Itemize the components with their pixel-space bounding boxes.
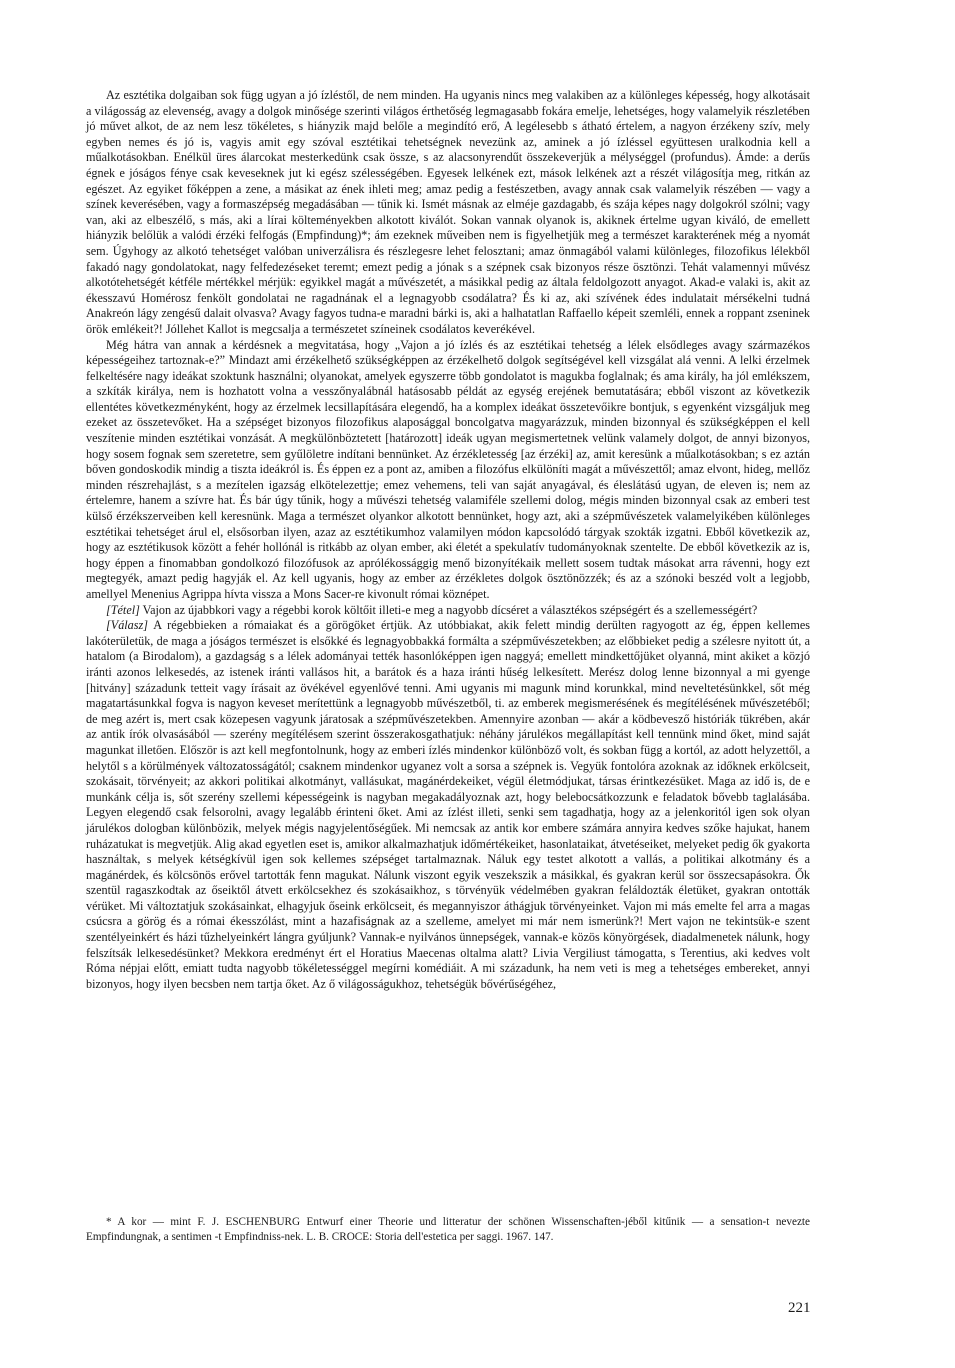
answer-label: [Válasz]	[106, 618, 148, 633]
page-body	[86, 88, 810, 992]
thesis-text: Vajon az újabbkori vagy a régebbi korok költőit illeti-e meg a nagyobb dícséret a választékos szépségért és a szellemességért?	[139, 602, 758, 617]
paragraph-1: Az esztétika dolgaiban sok függ ugyan a jó ízléstől, de nem minden. Ha ugyanis nincs meg valakiben az a különleges képesség, hogy alkotásait a világosság az elevenség, avagy a dolgok minősége szerinti világos érthetőség legmagasabb fokára emelje, lehetséges, hogy valamelyik részletében jó művet alkot, de az nem lesz tökéletes, s hiányzik majd belőle a megindító erő, A legélesebb s átható értelem, a nagyon érzékeny szív, mely egyben nemes és jó is, vagyis amit egy szóval esztétikai tehetségnek nevezünk az, aminek a jó ízléssel együttesen uralkodnia kell a műalkotásokban. Enélkül üres álarcokat mesterkedünk csak össze, s az alacsonyrendűt összekeverjük a mélységgel (profundus). Ámde: a derűs égnek e jóságos fénye csak keveseknek jut ki egész szélességében. Egyesek lelkének ezt, mások lelkének azt a részét világosítja meg, ritkán az egészet. Az egyiket főképpen a zene, a másikat az ének ihleti meg; amaz pedig a festészetben, avagy annak csak valamelyik részében — vagy a színek keverésében, vagy a formaszépség megadásában — tűnik ki. Ismét másnak az elméje gazdagabb, és szája képes nagy dolgokról szólni; vagy van, aki az elbeszélő, s más, aki a lírai költeményekben alkotott kiválót. Sokan vannak olyanok is, akiknek értelme ugyan kiváló, de emellett hiányzik belőlük a valódi érzéki felfogás (Empfindung)*; ám ezeknek műveiben nem is figyelhetjük meg a természet karakterének még a nyomát sem. Úgyhogy az alkotó tehetséget valóban univerzálisra és részlegesre lehet felosztani; amaz önmagából valami különleges, filozofikus lélekből fakadó nagy gondolatokat, nagy felfedezéseket teremt; emezt pedig a jónak s a szépnek csak bizonyos része ösztönzi. Tehát valamennyi művész alkotótehetségét kétféle mértékkel mérjük: egyikkel magát a művészetét, a másikkal pedig az általa feldolgozott anyagot. Akad-e valaki is, akit az ékesszavú Homérosz fenkölt gondolatai ne ragadnának el a legnagyobb csodálatra? És ki az, aki szívének édes indulatait mérsékelni tudná Anakreón lágy zengésű dalait olvasva? Avagy fagyos tudna-e maradni bárki is, aki a halhatatlan Raffaello képeit szemléli, ennek a roppant zseninek örök emlékeit?! Jóllehet Kallot is megcsalja a természetet színeinek csodálatos keverékével.	[86, 88, 810, 336]
paragraph-4	[86, 618, 810, 992]
thesis-label: [Tétel]	[106, 602, 140, 617]
body-text	[86, 88, 810, 992]
answer-text: A régebbieken a rómaiakat és a görögöket értjük. Az utóbbiakat, akik felett mindig derülten ragyogott az ég, éppen kellemes lakóterületük, de maga a jóságos természet is elsőkké és legnagyobbakká formálta a szépművészetekben; az előbbieket pedig a szélesre nyitott út, a hatalom (a Birodalom), a gazdagság s a lélek adományai tették hasonlóképpen igen naggyá; emellett mindkettőjüket olyanná, mint akiket a közjó iránti azonos lelkesedés, az istenek iránti vallásos hit, a barátok és a haza iránti hűség lelkesített. Merész dolog lenne bizonnyal a mi gyenge [hitvány] századunk tetteit vagy írásait az övékével egyenlővé tenni. Ami ugyanis mi magunk mind korunkkal, mind neveltetésünkkel, sőt még magatartásunkkal fogva is nagyon keveset merítettünk a legnagyobb művészetből, ti. az emberek megismerésének és megítélésének művészetéből; de meg azért is, mert csak közepesen vagyunk járatosak a szépművészetekben. Amennyire azonban — akár a ködbevesző históriák tükrében, akár az antik írók olvasásából — szerény megítélésem szerint összerakosgathatjuk: néhány járulékos megállapítást kell tennünk mind őket, mind saját magunkat illetően. Először is azt kell megfontolnunk, hogy az emberi ízlés mindenkor különböző volt, és sokban függ a kortól, az adott helyzettől, a helytől s a körülmények változatosságától; csaknem mindenkor ugyanez volt a sorsa a szépnek is. Vegyük fontolóra azoknak az időknek erkölcseit, szokásait, törvényeit; az akkori politikai alkotmányt, vallásukat, magánérdekeiket, végül életmódjukat, társas érintkezésüket. Maga az idő is, de e munkánk célja is, sőt szerény szellemi képességeink is nagyban megakadályoznak azt, hogy belebocsátkozzunk e feladatok bővebb taglalásába. Legyen elegendő csak felsorolni, avagy legalább érinteni őket. Ami az ízlést illeti, senki sem tagadhatja, hogy az a jelenkoritól igen sok olyan járulékos dologban különbözik, melyek mégis nagyjelentőségűek. Mi nemcsak az antik kor embere számára annyira kedves szőke hajukat, hanem ruházatukat is megvetjük. Alig akad egyetlen eset is, amikor alkalmazhatjuk időmértékeiket, hasonlataikat, átvetéseiket, melyeket pedig ők gyakorta használtak, s melyek kétségkívül igen sok kellemes szépséget tartalmaznak. Náluk egy testet alkotott a vallás, a politikai alkotmány és a magánérdek, és kölcsönös erővel tartották fenn magukat. Nálunk viszont egyik veszekszik a másikkal, és gyakran kerül sor összecsapásokra. Ők szentül ragaszkodtak az őseiktől átvett erkölcsekhez és szokásaikhoz, s törvényük védelmében gyakran feláldozták életüket, gyakran ontották vérüket. Mi változtatjuk szokásainkat, elhagyjuk őseink erkölcseit, és megannyiszor áthágjuk törvényeinket. Vajon mi más emelte fel arra a magas csúcsra a görög és a római ékesszólást, mint a hazafiságnak az a szelleme, amelyet mi már nem ismerünk?! Mert vajon ne tekintsük-e szent szentélyeinkért és házi tűzhelyeinkért lángra gyúljunk? Vannak-e nyilvános ünnepségek, vannak-e közös könyörgések, diadalmenetek nálunk, hogy felszítsák lelkesedésünket? Mekkora eredményt ért el Horatius Maecenas oltalma alatt? Livia Vergiliust támogatta, s Terentius, aki kedves volt Róma népjai előtt, emiatt tudta nagyobb tökéletességgel megírni komédiáit. A mi századunk, ha nem veti is meg a tehetséges embereket, annyi bizonyos, hogy ilyen becsben nem tartja őket. Az ő világosságukhoz, tehetségük bővérűségéhez,	[86, 618, 810, 991]
page-number: 221	[788, 1300, 811, 1316]
paragraph-2: Még hátra van annak a kérdésnek a megvitatása, hogy „Vajon a jó ízlés és az esztétikai tehetség a lélek elsődleges avagy származékos képességeihez tartoznak-e?” Mindazt ami érzékelhető szükségképpen az érzékelhető dolgok segítségével kell vizsgálat alá venni. A lelki érzelmek felkeltésére nagy ideákat szoktunk használni; olyanokat, amelyek egyszerre több gondolatot is magukba foglalnak; és ama király, ha jól emlékszem, a szkíták királya, nem is hozhatott volna a vesszőnyalábnál hatásosabb példát az egység erejének bemutatására; ebből viszont az következik ellentétes következményként, hogy az érzelmek lecsillapítására elegendő, ha a komplex ideákat összetevőikre bontjuk, s egyenként vizsgáljuk meg ezeket az összetevőket. Ha a szépséget bizonyos filozofikus alaposággal boncolgatva magyarázzuk, minden bizonnyal és szükségképpen el kell veszítenie minden esztétikai vonzását. A megkülönböztetett [határozott] ideák ugyan megismertetnek velünk valamely dolgot, de annyi bizonyos, hogy sosem fognak sem szeretetre, sem gyűlöletre indítani bennünket. Az érzékletesség [az érzéki] az, amit keresünk a műalkotásokban; s ez aztán bőven gondoskodik mindig a tiszta ideákról is. És éppen ez a pont az, amiben a filozófus elkülöníti magát a művészettől; amaz elvont, hideg, mellőz minden részrehajlást, s a mezítelen igazság elkötelezettje; emez vehemens, teli van saját anyagával, és éleslátású ugyan, de eleven is; nem az értelemre, hanem a szívre hat. És bár úgy tűnik, hogy a művészi tehetség valamiféle szellemi dolog, mégis minden bizonnyal csak az emberi test külső érzékszerveiben kell keresnünk. Maga a természet olyankor alkotott bennünket, hogy azt, aki a szépművészetek valamelyikében különleges esztétikai tehetséget árul el, elsősorban ilyen, azaz az esztétikumhoz valamilyen módon kapcsolódó tárgyak szokták izgatni. Ebből következik az, hogy az esztétikusok között a fehér hollónál is ritkább az olyan ember, aki életét a spekulatív tudományoknak szentelte. De ebből következik az is, hogy éppen a finomabban gondolkozó filozófusok az aprólékossággig menő bizonyítékaik mellett sosem tudtak másokat arra rávenni, hogy ezt megtegyék, amazt pedig hagyják el. Az kell ugyanis, hogy az ember az érzékletes dolgok ösztönözzék; és az a szónoki beszéd volt a legjobb, amellyel Menenius Agrippa hívta vissza a Mons Sacer-re kivonult római köznépet.	[86, 337, 810, 601]
paragraph-3	[86, 603, 810, 619]
footnote: * A kor — mint F. J. ESCHENBURG Entwurf einer Theorie und litteratur der schönen Wissenschaften-jéből kitűnik — a sensation-t nevezte Empfindungnak, a sentimen -t Empfindniss-nek. L. B. CROCE: Storia dell'estetica per saggi. 1967. 147.	[86, 1216, 810, 1243]
